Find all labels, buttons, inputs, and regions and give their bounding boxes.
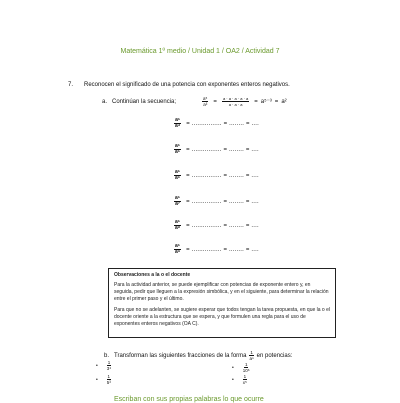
bullet-dot: •	[232, 364, 234, 371]
part-b	[104, 350, 292, 361]
part-b-tail: en potencias:	[256, 352, 293, 359]
part-b-label: b.	[104, 352, 110, 359]
row-fraction	[174, 118, 181, 129]
frac1-numerator: a⁵	[203, 96, 208, 101]
bullet-right-2	[232, 374, 250, 385]
bullet-num: 1	[243, 374, 247, 379]
observations-title: Observaciones a la o el docente	[114, 272, 191, 278]
part-b-frac	[249, 350, 255, 361]
row-fraction	[174, 244, 181, 255]
sequence-row	[172, 244, 259, 255]
question-number: 7.	[68, 82, 74, 88]
question-7	[68, 82, 290, 88]
bullet-fraction	[242, 374, 248, 385]
row-blanks: = ................ = ........ = ....	[186, 198, 259, 205]
bullet-num: 1	[244, 362, 248, 367]
bullet-den: 3⁴	[106, 366, 112, 371]
equals-sign: =	[254, 98, 258, 105]
sequence-row	[172, 118, 259, 129]
row-denominator: a⁴	[175, 123, 181, 129]
row-blanks: = ................ = ........ = ....	[186, 246, 259, 253]
bullet-fraction	[242, 362, 251, 373]
row-fraction	[174, 144, 181, 155]
result-2: a²	[281, 98, 287, 105]
sequence-row	[172, 144, 259, 155]
part-b-frac-denominator: aⁿ	[249, 356, 254, 361]
equals-sign: =	[274, 98, 279, 105]
row-numerator: a⁵	[175, 117, 181, 123]
frac2-denominator: a · a · a	[228, 102, 243, 107]
footer-partial-text: Escriban con sus propias palabras lo que ocurre	[114, 396, 264, 403]
part-b-frac-numerator: 1	[250, 350, 253, 355]
row-fraction	[174, 170, 181, 181]
bullet-left-2	[96, 374, 114, 385]
part-a-text: Continúan la secuencia;	[112, 98, 177, 105]
row-blanks: = ................ = ........ = ....	[186, 146, 259, 153]
frac1-denominator: a³	[203, 102, 208, 107]
row-numerator: a⁵	[175, 195, 181, 201]
bullet-den: 10⁶	[242, 368, 250, 373]
row-fraction	[174, 220, 181, 231]
observations-paragraph-2: Para que no se adelanten, se sugiere esperar que todos tengan la tarea propuesta, en que la o el docente oriente a la estructura que se espera, y que formulen una regla para el uso de exponentes enteros negativos (OA C).	[114, 307, 330, 327]
bullet-num: 1	[107, 360, 111, 365]
part-a-frac2	[222, 96, 249, 107]
sequence-row	[172, 170, 259, 181]
sequence-row	[172, 220, 259, 231]
bullet-right-1	[232, 362, 253, 373]
part-b-text: Transforman las siguientes fracciones de la forma	[114, 352, 247, 359]
row-blanks: = ................ = ........ = ....	[186, 172, 259, 179]
bullet-num: 1	[107, 374, 111, 379]
page-header: Matemática 1º medio / Unidad 1 / OA2 / Actividad 7	[120, 48, 280, 55]
teacher-observations-box	[108, 268, 336, 338]
question-text: Reconocen el significado de una potencia con exponentes enteros negativos.	[84, 82, 290, 88]
part-a	[102, 96, 287, 107]
part-a-label: a.	[102, 98, 108, 105]
row-numerator: a⁵	[175, 219, 181, 225]
bullet-den: 5³	[106, 380, 111, 385]
bullet-den: x⁵	[242, 380, 247, 385]
observations-paragraph-1: Para la actividad anterior, se puede ejemplificar con potencias de exponente entero y, en seguida, pedir que lleguen a la expresión simbólica, y en el siguiente, para determinar la relación entre el primer paso y el último.	[114, 282, 329, 302]
row-numerator: a⁵	[175, 243, 181, 249]
row-denominator: a⁵	[175, 149, 181, 155]
row-numerator: a⁵	[175, 169, 181, 175]
bullet-left-1	[96, 360, 114, 371]
bullet-dot: •	[96, 362, 98, 369]
row-blanks: = ................ = ........ = ....	[186, 222, 259, 229]
row-blanks: = ................ = ........ = ....	[186, 120, 259, 127]
bullet-dot: •	[96, 376, 98, 383]
row-denominator: a⁷	[175, 201, 180, 207]
row-fraction	[174, 196, 181, 207]
bullet-fraction	[106, 374, 112, 385]
row-denominator: a⁸	[175, 225, 181, 231]
bullet-dot: •	[232, 376, 234, 383]
row-denominator: a⁹	[175, 249, 181, 255]
equals-sign: =	[213, 98, 217, 105]
result-1: a⁵⁻³	[260, 99, 272, 105]
row-denominator: a⁶	[175, 175, 181, 181]
sequence-row	[172, 196, 259, 207]
bullet-fraction	[106, 360, 112, 371]
part-a-frac1	[202, 96, 208, 107]
frac2-numerator: a · a · a · a · a	[222, 96, 249, 101]
row-numerator: a⁵	[175, 143, 181, 149]
